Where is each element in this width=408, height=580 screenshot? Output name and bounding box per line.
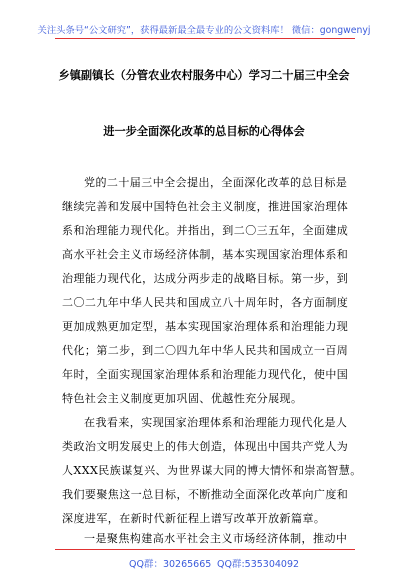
footer-qq-group-2: QQ群:535304092 <box>217 559 300 570</box>
body-line: 深度进军，在新时代新征程上谱写改革开放新篇章。 <box>62 512 326 525</box>
body-line: 年时，全面实现国家治理体系和治理能力现代化，使中国 <box>62 368 349 381</box>
body-line: 治理能力现代化，达成分两步走的战略目标。第一步，到 <box>62 272 349 285</box>
body-line: 二〇二九年中华人民共和国成立八十周年时，各方面制度 <box>62 296 349 309</box>
body-line: 类政治文明发展史上的伟大创造，体现出中国共产党人为 <box>62 440 349 453</box>
banner-text: 关注头条号“公文研究”，获得最新最全最专业的公文资料库！ 微信：gongwenyj <box>37 25 371 36</box>
body-line: 代化；第二步，到二〇四九年中华人民共和国成立一百周 <box>62 344 349 357</box>
footer <box>0 556 408 576</box>
body-line: 更加成熟更加定型，基本实现国家治理体系和治理能力现 <box>62 320 349 333</box>
body-line: 特色社会主义制度更加巩固、优越性充分展现。 <box>62 392 303 405</box>
body-line: 在我看来，实现国家治理体系和治理能力现代化是人 <box>84 416 348 429</box>
footer-qq-group-1: QQ群：30265665 <box>129 559 212 570</box>
body-line: 我们要聚焦这一总目标，不断推动全面深化改革向广度和 <box>62 488 349 501</box>
banner-divider <box>55 38 355 39</box>
document-subtitle: 进一步全面深化改革的总目标的心得体会 <box>103 125 305 138</box>
footer-divider <box>55 549 355 550</box>
document-title: 乡镇副镇长（分管农业农村服务中心）学习二十届三中全会 <box>58 69 350 82</box>
body-line: 高水平社会主义市场经济体制，基本实现国家治理体系和 <box>62 248 349 261</box>
body-line: 一是聚焦构建高水平社会主义市场经济体制，推动中 <box>84 532 348 545</box>
body-line: 继续完善和发展中国特色社会主义制度，推进国家治理体 <box>62 200 349 213</box>
body-line: 人XXX民族谋复兴、为世界谋大同的博大情怀和崇高智慧。 <box>62 464 362 477</box>
body-line: 系和治理能力现代化。并指出，到二〇三五年，全面建成 <box>62 224 349 237</box>
body-line: 党的二十届三中全会提出，全面深化改革的总目标是 <box>84 176 348 189</box>
banner <box>0 0 408 58</box>
